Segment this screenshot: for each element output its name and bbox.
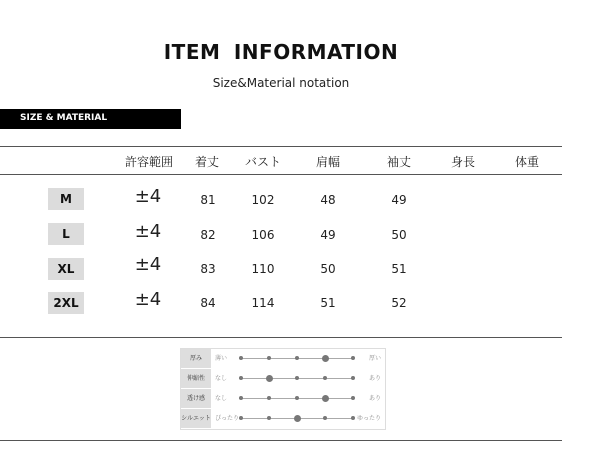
size-badge: 2XL	[48, 292, 84, 314]
material-row-thickness	[181, 349, 385, 369]
bust-value: 114	[251, 296, 275, 310]
material-label: 厚み	[181, 349, 211, 368]
scale-point-selected	[322, 355, 329, 362]
scale-point-selected	[266, 375, 273, 382]
scale-point	[351, 396, 355, 400]
table-bottom-divider	[0, 337, 562, 338]
table-top-divider	[0, 146, 562, 147]
sleeve-value: 49	[391, 193, 407, 207]
column-header-weight: 体重	[514, 155, 539, 169]
tolerance-value: ±4	[134, 289, 162, 310]
scale-point	[295, 376, 299, 380]
sleeve-value: 51	[391, 262, 407, 276]
bust-value: 102	[251, 193, 275, 207]
scale-point-selected	[322, 395, 329, 402]
material-label: シルエット	[181, 409, 211, 428]
page-title: ITEM INFORMATION	[163, 40, 399, 64]
material-row-sheerness	[181, 389, 385, 409]
tolerance-value: ±4	[134, 186, 162, 207]
scale-point	[267, 396, 271, 400]
scale-point	[239, 356, 243, 360]
scale-point	[351, 356, 355, 360]
scale-point	[323, 376, 327, 380]
shoulder-value: 51	[320, 296, 336, 310]
scale-point	[323, 416, 327, 420]
scale-right-label: 厚い	[368, 355, 381, 362]
bust-value: 106	[251, 228, 275, 242]
material-row-stretch	[181, 369, 385, 389]
scale-point	[295, 396, 299, 400]
scale-point	[295, 356, 299, 360]
length-value: 83	[200, 262, 216, 276]
material-label: 伸縮性	[181, 369, 211, 388]
column-header-tolerance: 許容範囲	[124, 155, 173, 169]
material-label: 透け感	[181, 389, 211, 408]
scale-right-label: あり	[368, 395, 381, 402]
size-badge: M	[48, 188, 84, 210]
table-header-divider	[0, 174, 562, 175]
scale-right-label: あり	[368, 375, 381, 382]
scale-point	[351, 376, 355, 380]
scale-point	[351, 416, 355, 420]
size-badge: L	[48, 223, 84, 245]
column-header-bust: バスト	[244, 155, 281, 169]
length-value: 82	[200, 228, 216, 242]
scale-left-label: ぴったり	[215, 415, 240, 422]
tolerance-value: ±4	[134, 254, 162, 275]
scale-right-label: ゆったり	[357, 415, 381, 422]
scale-point	[239, 416, 243, 420]
tolerance-value: ±4	[134, 221, 162, 242]
column-header-sleeve: 袖丈	[386, 155, 411, 169]
page-subtitle: Size&Material notation	[212, 76, 350, 90]
scale-point	[267, 356, 271, 360]
section-header-bar	[0, 109, 181, 129]
footer-divider	[0, 440, 562, 441]
scale-point	[239, 376, 243, 380]
length-value: 81	[200, 193, 216, 207]
shoulder-value: 49	[320, 228, 336, 242]
shoulder-value: 48	[320, 193, 336, 207]
column-header-length: 着丈	[194, 155, 219, 169]
length-value: 84	[200, 296, 216, 310]
sleeve-value: 50	[391, 228, 407, 242]
scale-left-label: なし	[215, 375, 228, 382]
scale-point	[239, 396, 243, 400]
size-badge: XL	[48, 258, 84, 280]
shoulder-value: 50	[320, 262, 336, 276]
scale-left-label: なし	[215, 395, 228, 402]
scale-point	[267, 416, 271, 420]
bust-value: 110	[251, 262, 275, 276]
sleeve-value: 52	[391, 296, 407, 310]
material-chart	[180, 348, 386, 430]
column-header-shoulder: 肩幅	[315, 155, 340, 169]
scale-point-selected	[294, 415, 301, 422]
section-label: SIZE & MATERIAL	[20, 113, 108, 123]
column-header-height: 身長	[450, 155, 475, 169]
material-row-silhouette	[181, 409, 385, 429]
scale-left-label: 薄い	[215, 355, 228, 362]
